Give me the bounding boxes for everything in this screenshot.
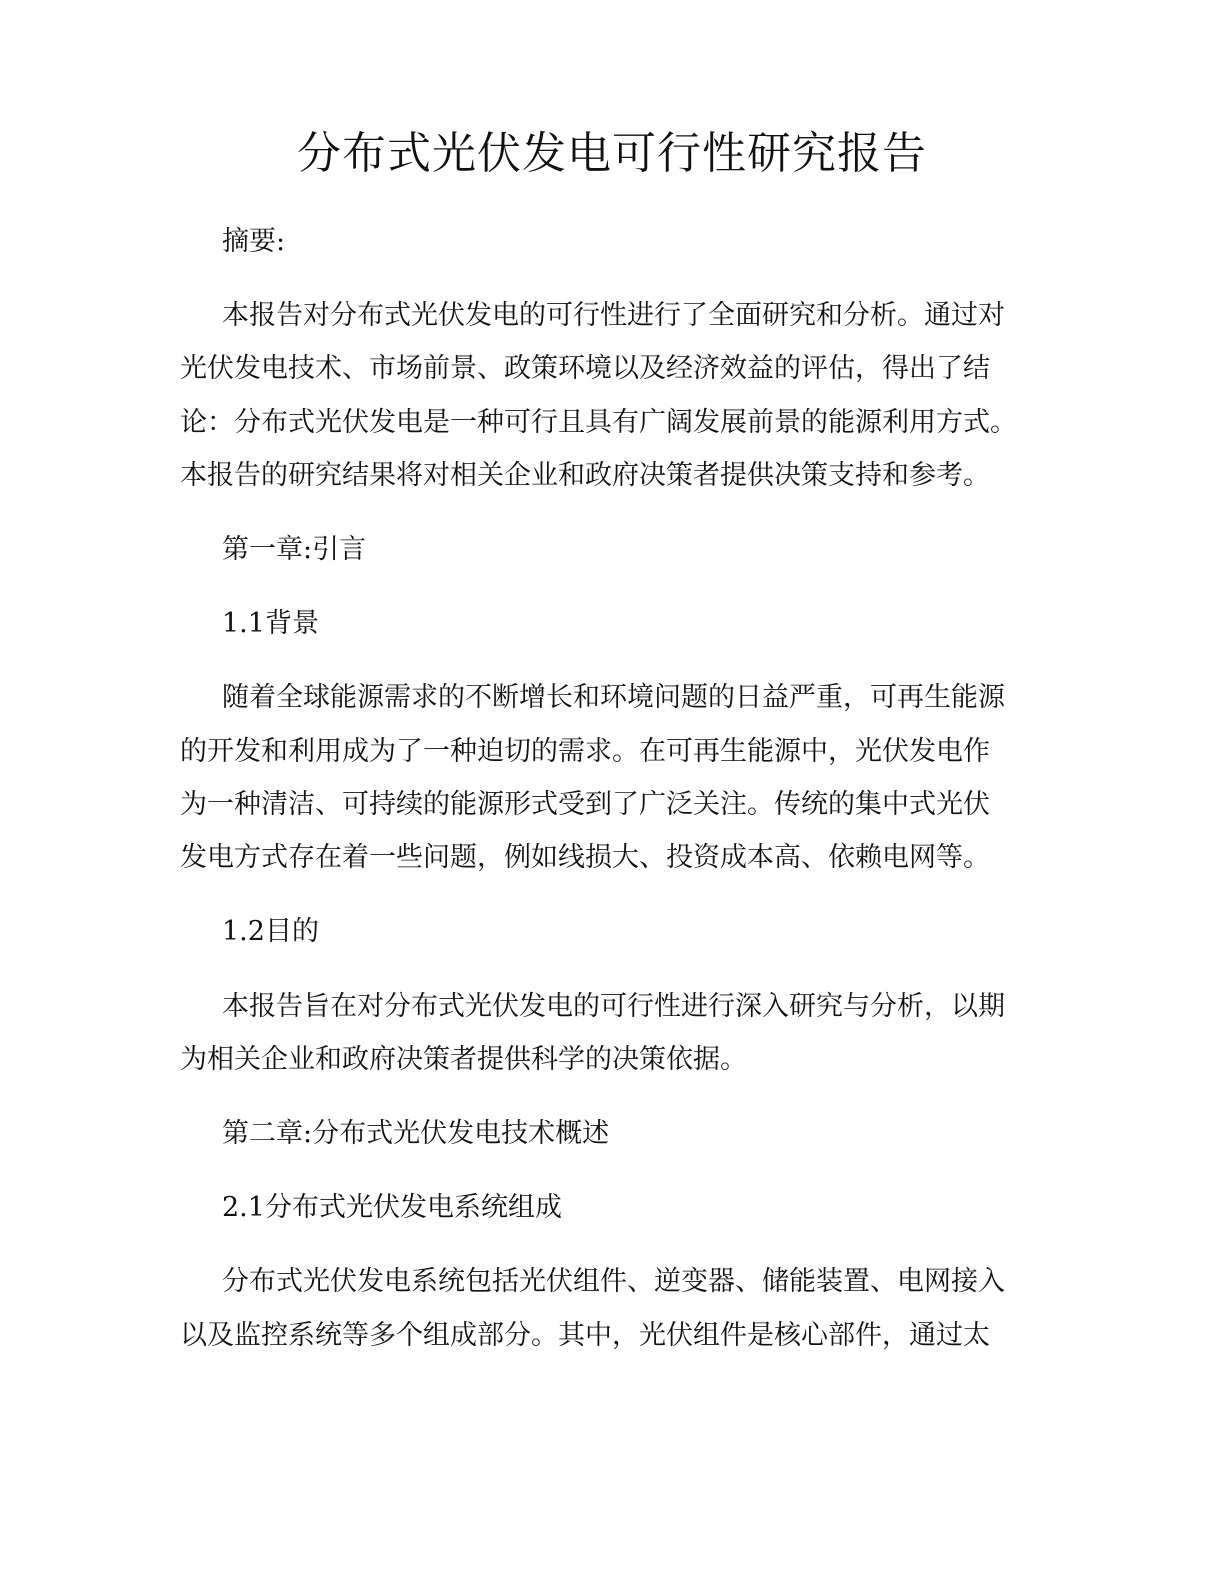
abstract-heading: 摘要: <box>222 226 286 257</box>
section-1-1-line-1: 随着全球能源需求的不断增长和环境问题的日益严重，可再生能源 <box>222 682 1005 713</box>
abstract-line-1: 本报告对分布式光伏发电的可行性进行了全面研究和分析。通过对 <box>222 300 1005 331</box>
chapter-2-heading: 第二章:分布式光伏发电技术概述 <box>222 1118 610 1149</box>
section-1-1-line-3: 为一种清洁、可持续的能源形式受到了广泛关注。传统的集中式光伏 <box>180 789 990 820</box>
section-2-1-line-1: 分布式光伏发电系统包括光伏组件、逆变器、储能装置、电网接入 <box>222 1266 1005 1297</box>
document-title: 分布式光伏发电可行性研究报告 <box>297 128 927 179</box>
section-1-2-line-2: 为相关企业和政府决策者提供科学的决策依据。 <box>180 1044 747 1075</box>
abstract-line-2: 光伏发电技术、市场前景、政策环境以及经济效益的评估，得出了结 <box>180 353 990 384</box>
section-2-1-line-2: 以及监控系统等多个组成部分。其中，光伏组件是核心部件，通过太 <box>180 1320 990 1351</box>
section-2-1-heading: 2.1分布式光伏发电系统组成 <box>222 1192 562 1223</box>
section-1-1-line-2: 的开发和利用成为了一种迫切的需求。在可再生能源中，光伏发电作 <box>180 736 990 767</box>
section-1-1-heading: 1.1背景 <box>222 608 319 639</box>
abstract-line-3: 论：分布式光伏发电是一种可行且具有广阔发展前景的能源利用方式。 <box>180 407 1017 438</box>
section-1-1-line-4: 发电方式存在着一些问题，例如线损大、投资成本高、依赖电网等。 <box>180 842 990 873</box>
section-1-2-heading: 1.2目的 <box>222 916 319 947</box>
section-1-2-line-1: 本报告旨在对分布式光伏发电的可行性进行深入研究与分析，以期 <box>222 991 1005 1022</box>
chapter-1-heading: 第一章:引言 <box>222 534 367 565</box>
abstract-line-4: 本报告的研究结果将对相关企业和政府决策者提供决策支持和参考。 <box>180 460 990 491</box>
